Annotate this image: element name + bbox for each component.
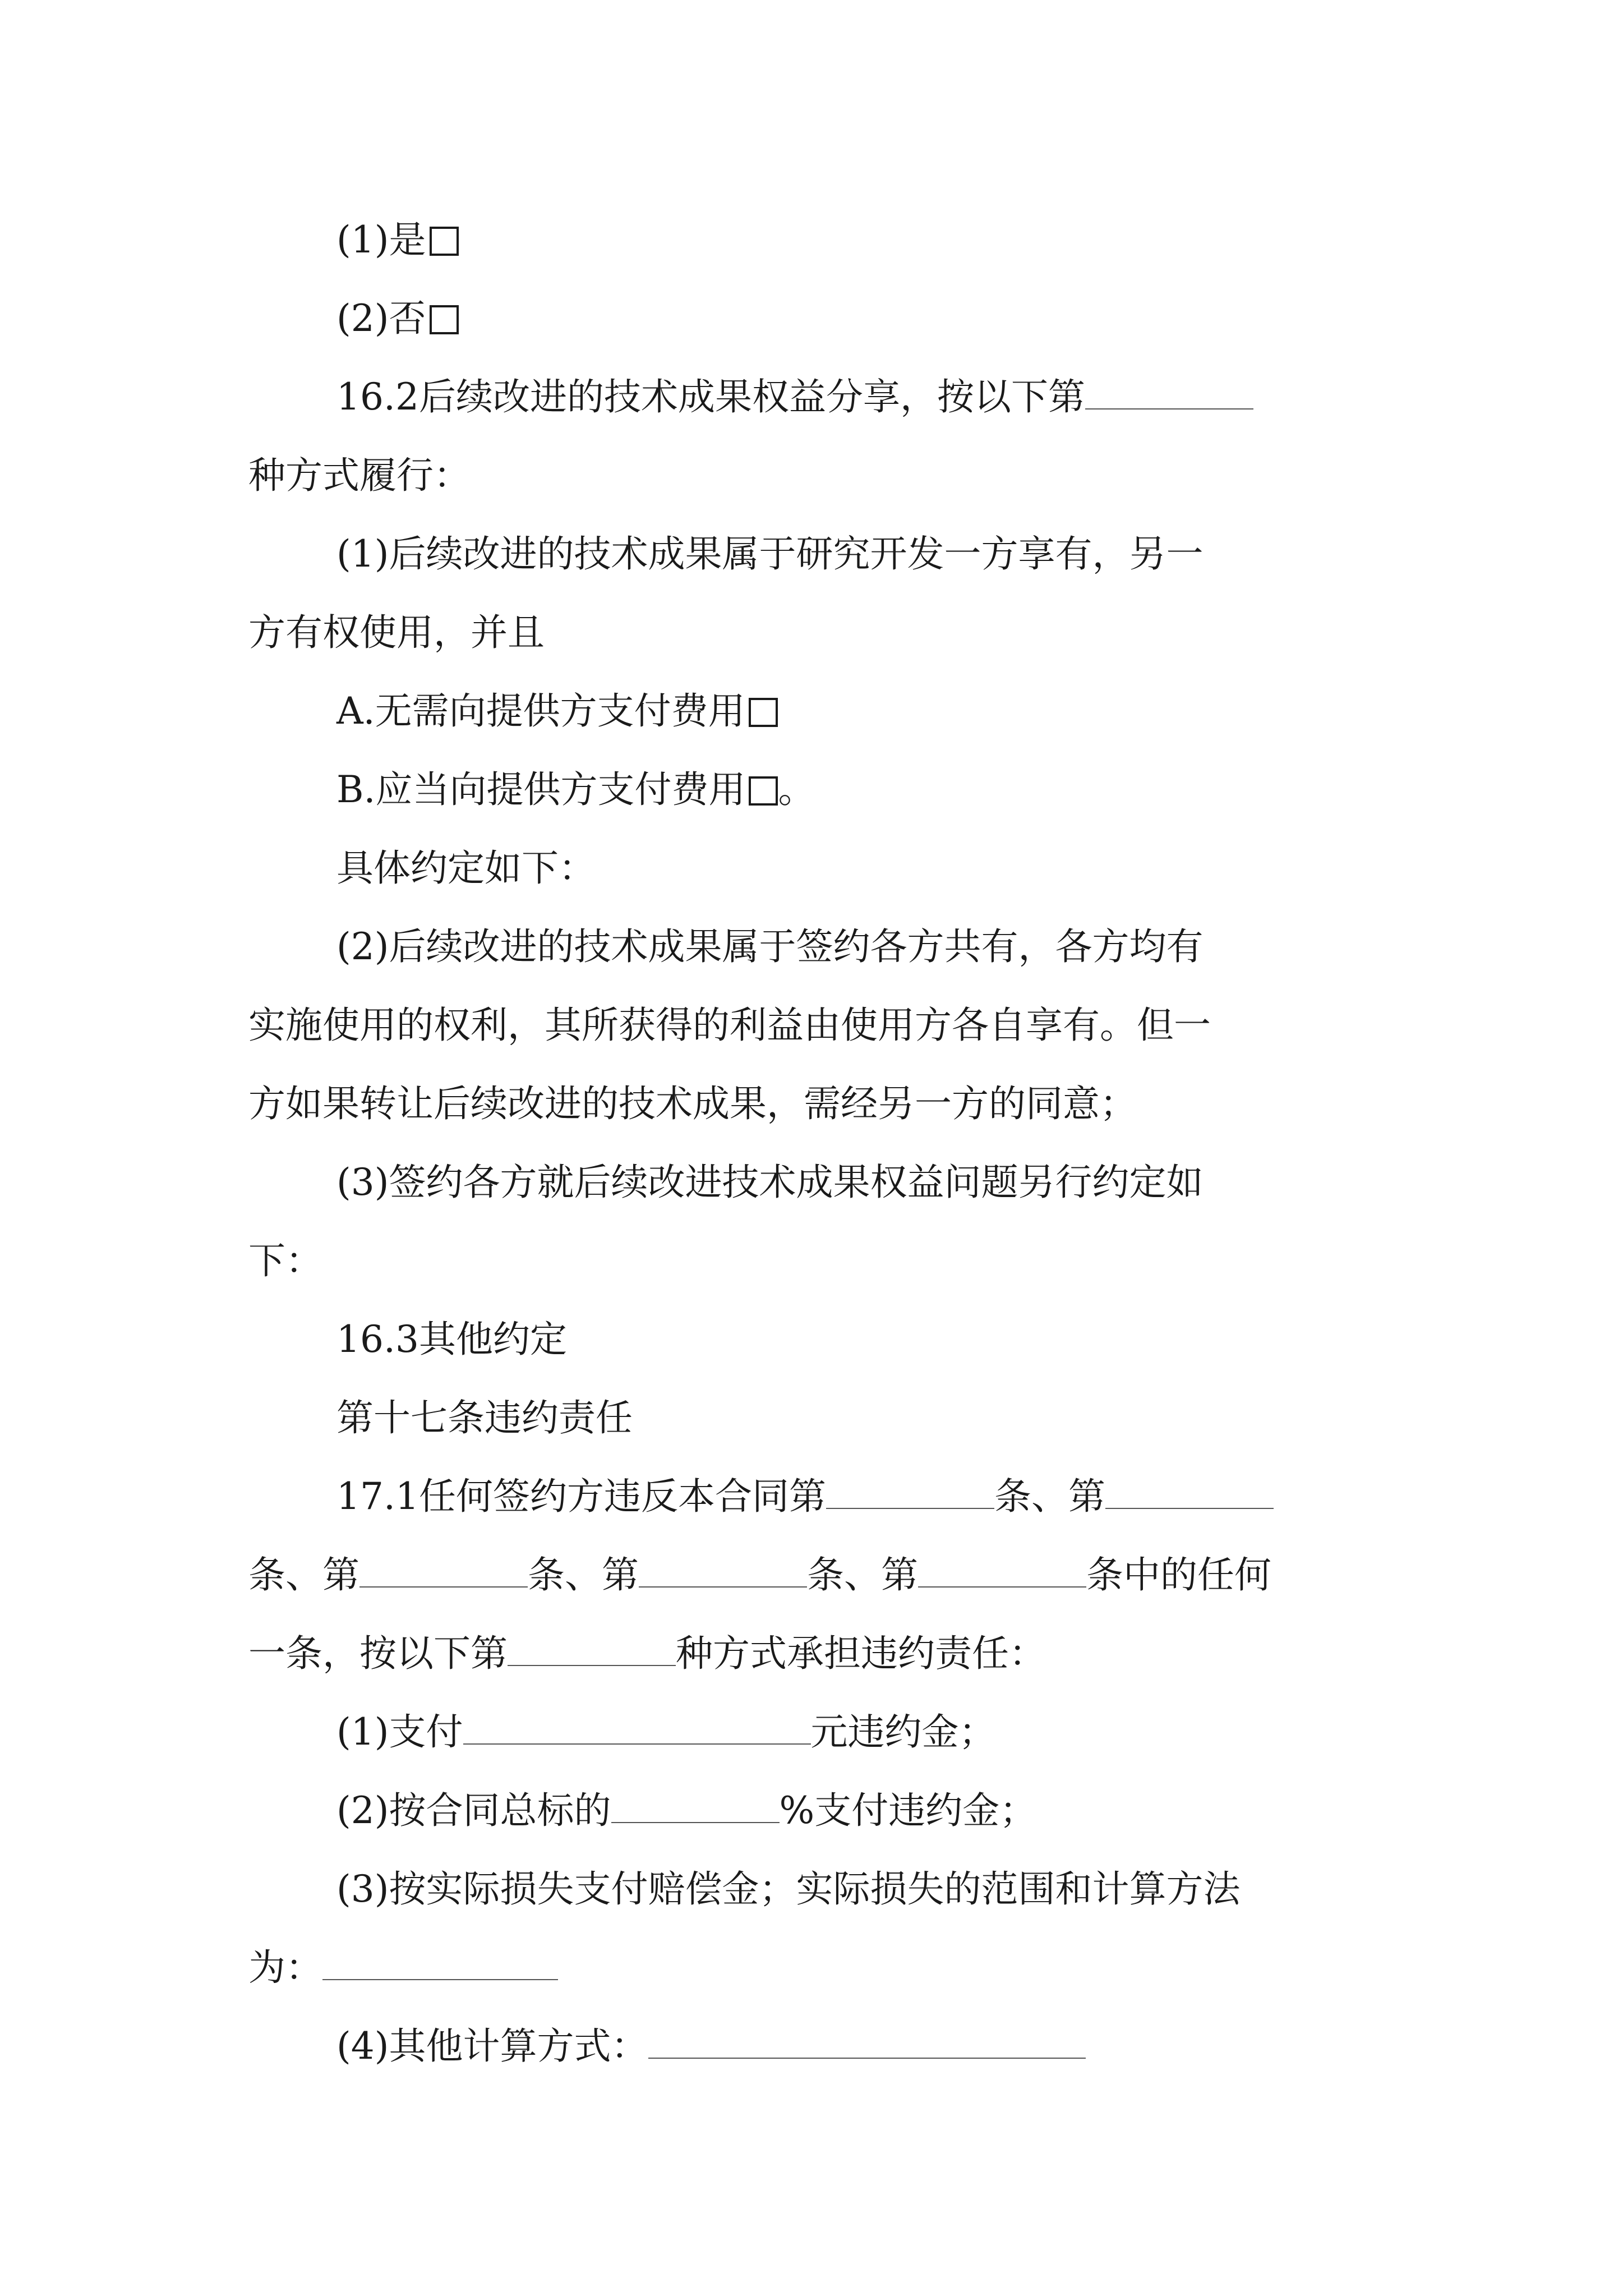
article-17-heading: 第十七条违约责任 [336, 1396, 633, 1439]
text-line: (3)签约各方就后续改进技术成果权益问题另行约定如 [336, 1161, 1204, 1204]
blank-field[interactable] [322, 1948, 558, 1980]
option-a [336, 689, 778, 734]
checkbox-option-a[interactable] [749, 698, 778, 727]
option-b-label: B.应当向提供方支付费用 [336, 768, 746, 811]
blank-field[interactable] [1105, 1476, 1274, 1509]
blank-field[interactable] [918, 1555, 1086, 1588]
checkbox-yes[interactable] [430, 227, 459, 256]
text-line: 下： [248, 1239, 322, 1282]
blank-field[interactable] [648, 2026, 1086, 2059]
option-a-label: A.无需向提供方支付费用 [336, 689, 745, 733]
clause-16-3-heading: 16.3其他约定 [336, 1318, 567, 1361]
blank-field[interactable] [463, 1712, 811, 1745]
clause-16-2 [336, 375, 1253, 420]
text-line [336, 1788, 1036, 1833]
checkbox-option-b[interactable] [749, 776, 778, 806]
clause-17-1 [336, 1474, 1274, 1519]
text-span: 条、第 [248, 1553, 359, 1596]
text-line: 种方式履行： [248, 454, 471, 497]
blank-field[interactable] [1085, 377, 1253, 409]
blank-field[interactable] [826, 1476, 994, 1509]
text-span: 元违约金； [810, 1710, 996, 1754]
text-span: 种方式承担违约责任： [676, 1632, 1046, 1675]
option-b-period: 。 [778, 768, 815, 811]
checkbox-no[interactable] [430, 305, 459, 334]
text-span: 17.1任何签约方违反本合同第 [336, 1475, 826, 1518]
text-span: 条、第 [807, 1553, 918, 1596]
text-line [336, 2024, 1086, 2069]
text-line [248, 1631, 1046, 1676]
text-span: %支付违约金； [779, 1789, 1037, 1832]
text-span: (4)其他计算方式： [336, 2024, 648, 2068]
option-yes [336, 218, 459, 263]
text-line: (3)按实际损失支付赔偿金；实际损失的范围和计算方法 [336, 1867, 1241, 1911]
text-line: 方有权使用，并且 [248, 611, 545, 654]
text-line: 方如果转让后续改进的技术成果，需经另一方的同意； [248, 1082, 1137, 1125]
text-line: (2)后续改进的技术成果属于签约各方共有，各方均有 [336, 925, 1204, 968]
text-span: (1)支付 [336, 1710, 463, 1754]
text-line: (1)后续改进的技术成果属于研究开发一方享有，另一 [336, 532, 1204, 576]
text-line: 具体约定如下： [336, 846, 596, 890]
option-no-label: (2)否 [336, 297, 426, 340]
text-span: 条中的任何 [1086, 1553, 1271, 1596]
text-span: (2)按合同总标的 [336, 1789, 611, 1832]
option-yes-label: (1)是 [336, 218, 426, 261]
text-line [248, 1553, 1271, 1598]
text-span: 条、第 [994, 1475, 1105, 1518]
text-line [336, 1710, 996, 1755]
text-span: 一条，按以下第 [248, 1632, 508, 1675]
option-no [336, 296, 459, 341]
blank-field[interactable] [639, 1555, 807, 1588]
blank-field[interactable] [508, 1634, 676, 1666]
text-span: 为： [248, 1946, 322, 1989]
text-span: 条、第 [528, 1553, 639, 1596]
blank-field[interactable] [359, 1555, 528, 1588]
blank-field[interactable] [611, 1791, 780, 1823]
text-line [248, 1945, 558, 1990]
text-line: 实施使用的权利，其所获得的利益由使用方各自享有。但一 [248, 1004, 1211, 1047]
option-b [336, 767, 815, 812]
clause-16-2-text: 16.2后续改进的技术成果权益分享，按以下第 [336, 375, 1085, 418]
